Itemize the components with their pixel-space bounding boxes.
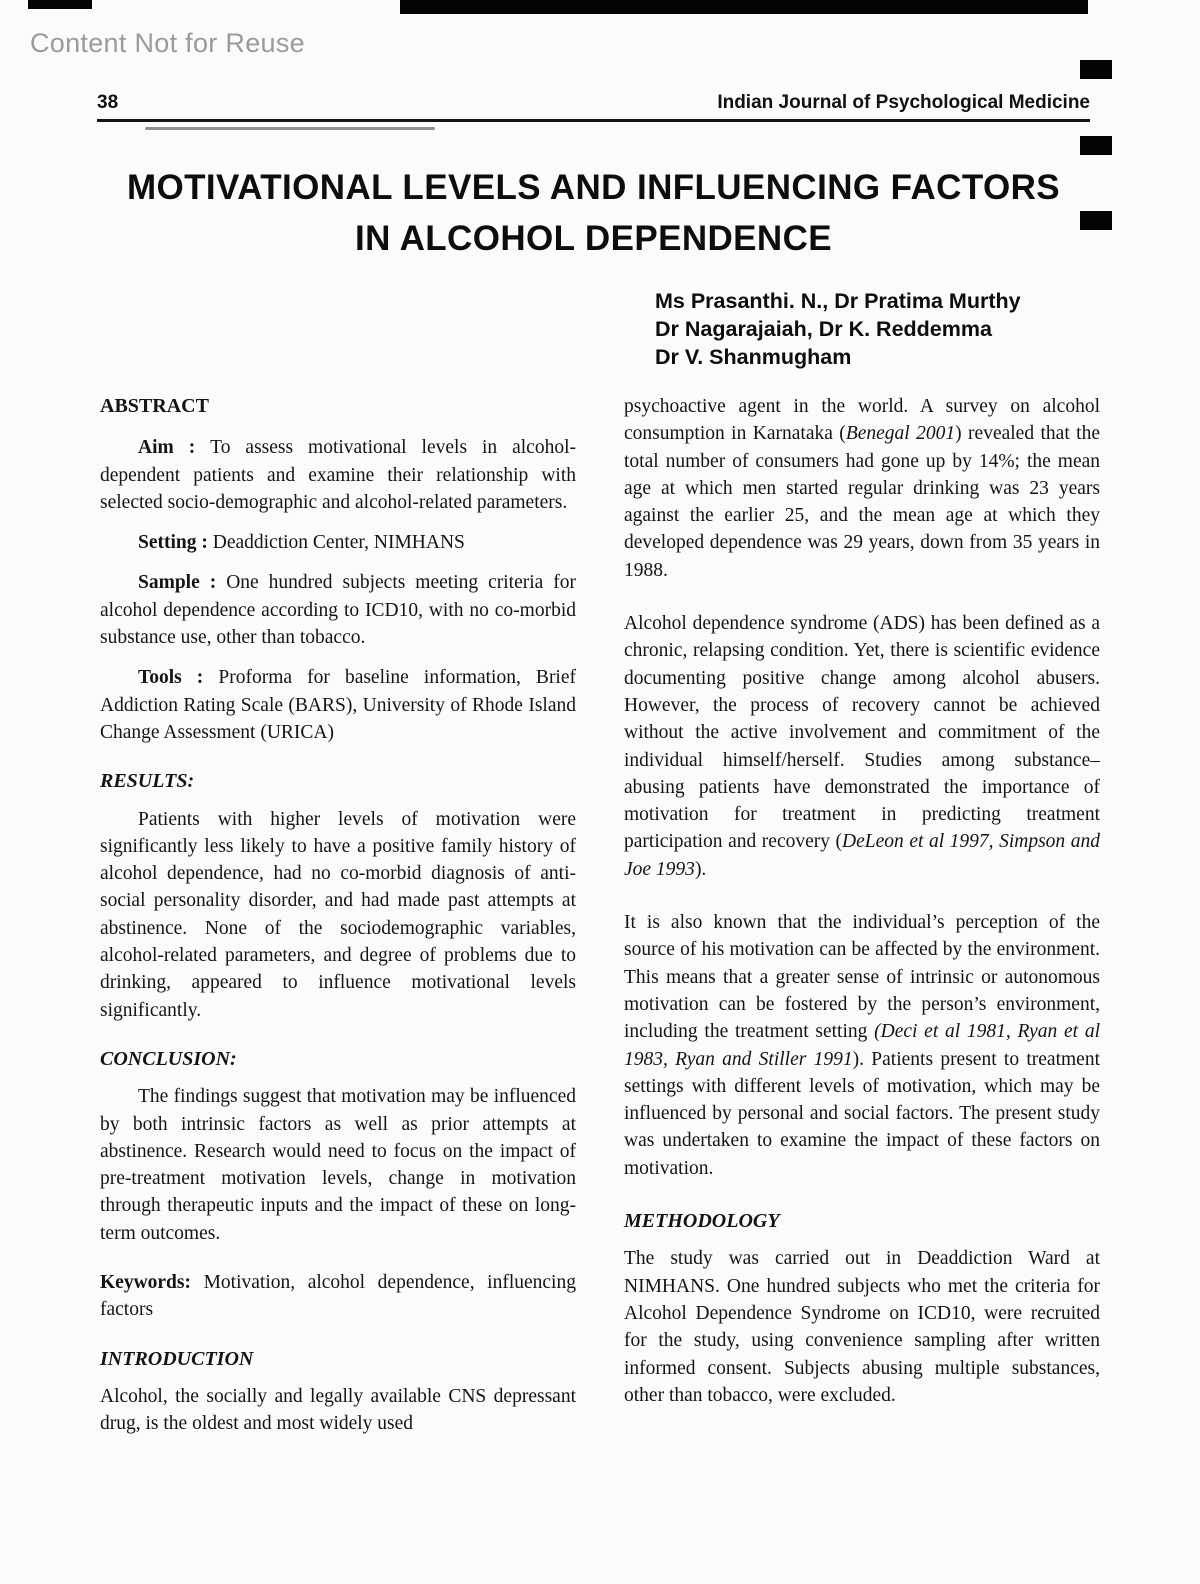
left-column [100,393,576,1451]
authors-block [655,287,1021,371]
scan-artifact-topbar [400,0,1088,14]
results-paragraph: Patients with higher levels of motivation were significantly less likely to have a positive family history of alcohol dependence, had no co-morbid diagnosis of anti-social personality disorder, and had made past attempts at abstinence. None of the sociodemographic variables, alcohol-related parameters, and degree of problems due to drinking, appeared to influence motivational levels significantly. [100,808,576,1021]
author-line: Dr V. Shanmugham [655,345,852,369]
body-paragraph-3: It is also known that the individual’s perception of the source of his motivation can be affected by the environment. This means that a greater sense of intrinsic or autonomous motivation can be fostered by the person’s environment, including the treatment setting (Deci et al 1981, Ryan et al 1983, Ryan and Stiller 1991). Patients present to treatment settings with different levels of motivation, which may be influenced by personal and social factors. The present study was undertaken to examine the impact of these factors on motivation. [624,912,1101,1179]
author-line: Ms Prasanthi. N., Dr Pratima Murthy [655,289,1021,313]
introduction-paragraph: Alcohol, the socially and legally available CNS depressant drug, is the oldest and most widely used [100,1385,576,1435]
article-body [100,393,1100,1451]
journal-name: Indian Journal of Psychological Medicine [717,92,1090,113]
header-smudge [145,127,435,130]
scan-artifact-square-1 [1080,60,1112,79]
abstract-heading: ABSTRACT [100,395,209,417]
article-title-line2: IN ALCOHOL DEPENDENCE [354,219,833,258]
results-heading: RESULTS: [100,770,195,793]
watermark-text: Content Not for Reuse [30,28,305,58]
introduction-heading: INTRODUCTION [100,1347,254,1370]
methodology-heading: METHODOLOGY [624,1210,780,1233]
tools-paragraph: Tools : Proforma for baseline information, Brief Addiction Rating Scale (BARS), University of Rhode Island Change Assessment (URICA) [100,667,577,743]
setting-paragraph: Setting : Deaddiction Center, NIMHANS [138,532,465,554]
sample-paragraph: Sample : One hundred subjects meeting criteria for alcohol dependence according to ICD10, with no co-morbid substance use, other than tobacco. [100,572,576,649]
scan-artifact-topleft [28,0,92,9]
keywords-paragraph: Keywords: Motivation, alcohol dependence, influencing factors [100,1272,576,1321]
article-title [97,162,1090,264]
body-paragraph-1: psychoactive agent in the world. A survey on alcohol consumption in Karnataka (Benegal 2001) revealed that the total number of consumers had gone up by 14%; the mean age at which men started regular drinking was 23 years against the earlier 25, and the mean age at which they developed dependence was 29 years, down from 35 years in 1988. [624,396,1101,581]
conclusion-heading: CONCLUSION: [100,1047,237,1070]
author-line: Dr Nagarajaiah, Dr K. Reddemma [655,317,992,341]
body-paragraph-2: Alcohol dependence syndrome (ADS) has been defined as a chronic, relapsing condition. Yet, there is scientific evidence documenting positive change among alcohol abusers. However, the process of recovery cannot be achieved without the active involvement and commitment of the individual himself/herself. Studies among substance–abusing patients have demonstrated the importance of motivation for treatment in predicting treatment participation and recovery (DeLeon et al 1997, Simpson and Joe 1993). [624,613,1100,880]
right-column [624,393,1100,1451]
methodology-paragraph: The study was carried out in Deaddiction Ward at NIMHANS. One hundred subjects who met the criteria for Alcohol Dependence Syndrome on ICD10, were recruited for the study, using convenience sampling after written informed consent. Subjects abusing multiple substances, other than tobacco, were excluded. [624,1248,1100,1406]
running-header [97,92,1090,114]
header-rule [97,119,1090,122]
scan-artifact-square-2 [1080,136,1112,155]
conclusion-paragraph: The findings suggest that motivation may be influenced by both intrinsic factors as well as prior attempts at abstinence. Research would need to focus on the impact of pre-treatment motivation levels, change in motivation through therapeutic inputs and the impact of these on long-term outcomes. [100,1086,576,1244]
aim-paragraph: Aim : To assess motivational levels in alcohol-dependent patients and examine their relationship with selected socio-demographic and alcohol-related parameters. [100,437,576,513]
page-number: 38 [97,92,119,113]
article-title-line1: MOTIVATIONAL LEVELS AND INFLUENCING FACTORS [126,168,1061,207]
